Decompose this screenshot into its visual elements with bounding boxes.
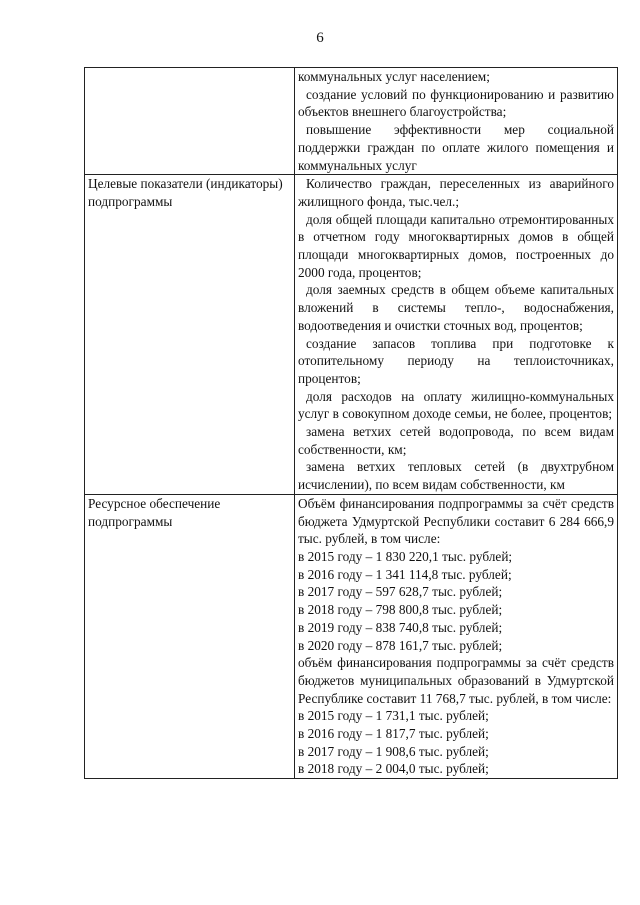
paragraph: объём финансирования подпрограммы за счёт средств бюджетов муниципальных образований в Удмуртской Республике составит 11 768,7 тыс. рублей, в том числе: — [298, 655, 614, 706]
paragraph: доля расходов на оплату жилищно-коммунальных услуг в совокупном доходе семьи, не более, процентов; — [298, 388, 614, 422]
paragraph: создание условий по функционированию и развитию объектов внешнего благоустройства; — [298, 86, 614, 120]
row-label — [85, 68, 295, 175]
paragraph: создание запасов топлива при подготовке к отопительному периоду на теплоисточниках, процентов; — [298, 335, 614, 386]
paragraph: коммунальных услуг населением; — [298, 69, 490, 84]
funding-year-line: в 2017 году – 597 628,7 тыс. рублей; — [298, 584, 503, 600]
page-number: 6 — [316, 30, 324, 46]
table-row — [85, 175, 618, 495]
funding-year-line: в 2015 году – 1 731,1 тыс. рублей; — [298, 708, 489, 724]
funding-year-line: в 2017 году – 1 908,6 тыс. рублей; — [298, 743, 489, 759]
row-content — [295, 175, 618, 495]
row-content — [295, 494, 618, 778]
paragraph: доля заемных средств в общем объеме капитальных вложений в системы тепло-, водоснабжения, водоотведения и очистки сточных вод, процентов; — [298, 282, 614, 333]
table-row — [85, 494, 618, 778]
paragraph: повышение эффективности мер социальной поддержки граждан по оплате жилого помещения и коммунальных услуг — [298, 122, 614, 173]
funding-year-line: в 2015 году – 1 830 220,1 тыс. рублей; — [298, 548, 513, 564]
paragraph: доля общей площади капитально отремонтированных в отчетном году многоквартирных домов в общей площади многоквартирных домов, построенных до 2000 года, процентов; — [298, 211, 614, 280]
funding-year-line: в 2018 году – 798 800,8 тыс. рублей; — [298, 602, 503, 618]
funding-year-line: в 2019 году – 838 740,8 тыс. рублей; — [298, 619, 503, 635]
paragraph: Количество граждан, переселенных из аварийного жилищного фонда, тыс.чел.; — [298, 176, 614, 209]
row-content — [295, 68, 618, 175]
funding-year-line: в 2020 году – 878 161,7 тыс. рублей; — [298, 637, 503, 653]
paragraph: замена ветхих сетей водопровода, по всем видам собственности, км; — [298, 424, 614, 457]
row-label: Целевые показатели (индикаторы) подпрограммы — [85, 175, 295, 495]
row-label: Ресурсное обеспечение подпрограммы — [85, 494, 295, 778]
table-row — [85, 68, 618, 175]
funding-year-line: в 2016 году – 1 341 114,8 тыс. рублей; — [298, 566, 512, 582]
funding-year-line: в 2018 году – 2 004,0 тыс. рублей; — [298, 761, 489, 777]
funding-year-line: в 2016 году – 1 817,7 тыс. рублей; — [298, 726, 489, 742]
paragraph: замена ветхих тепловых сетей (в двухтрубном исчислении), по всем видам собственности, км — [298, 459, 614, 493]
subprogram-passport-table — [84, 67, 618, 779]
paragraph: Объём финансирования подпрограммы за счёт средств бюджета Удмуртской Республики составит 6 284 666,9 тыс. рублей, в том числе: — [298, 495, 614, 547]
